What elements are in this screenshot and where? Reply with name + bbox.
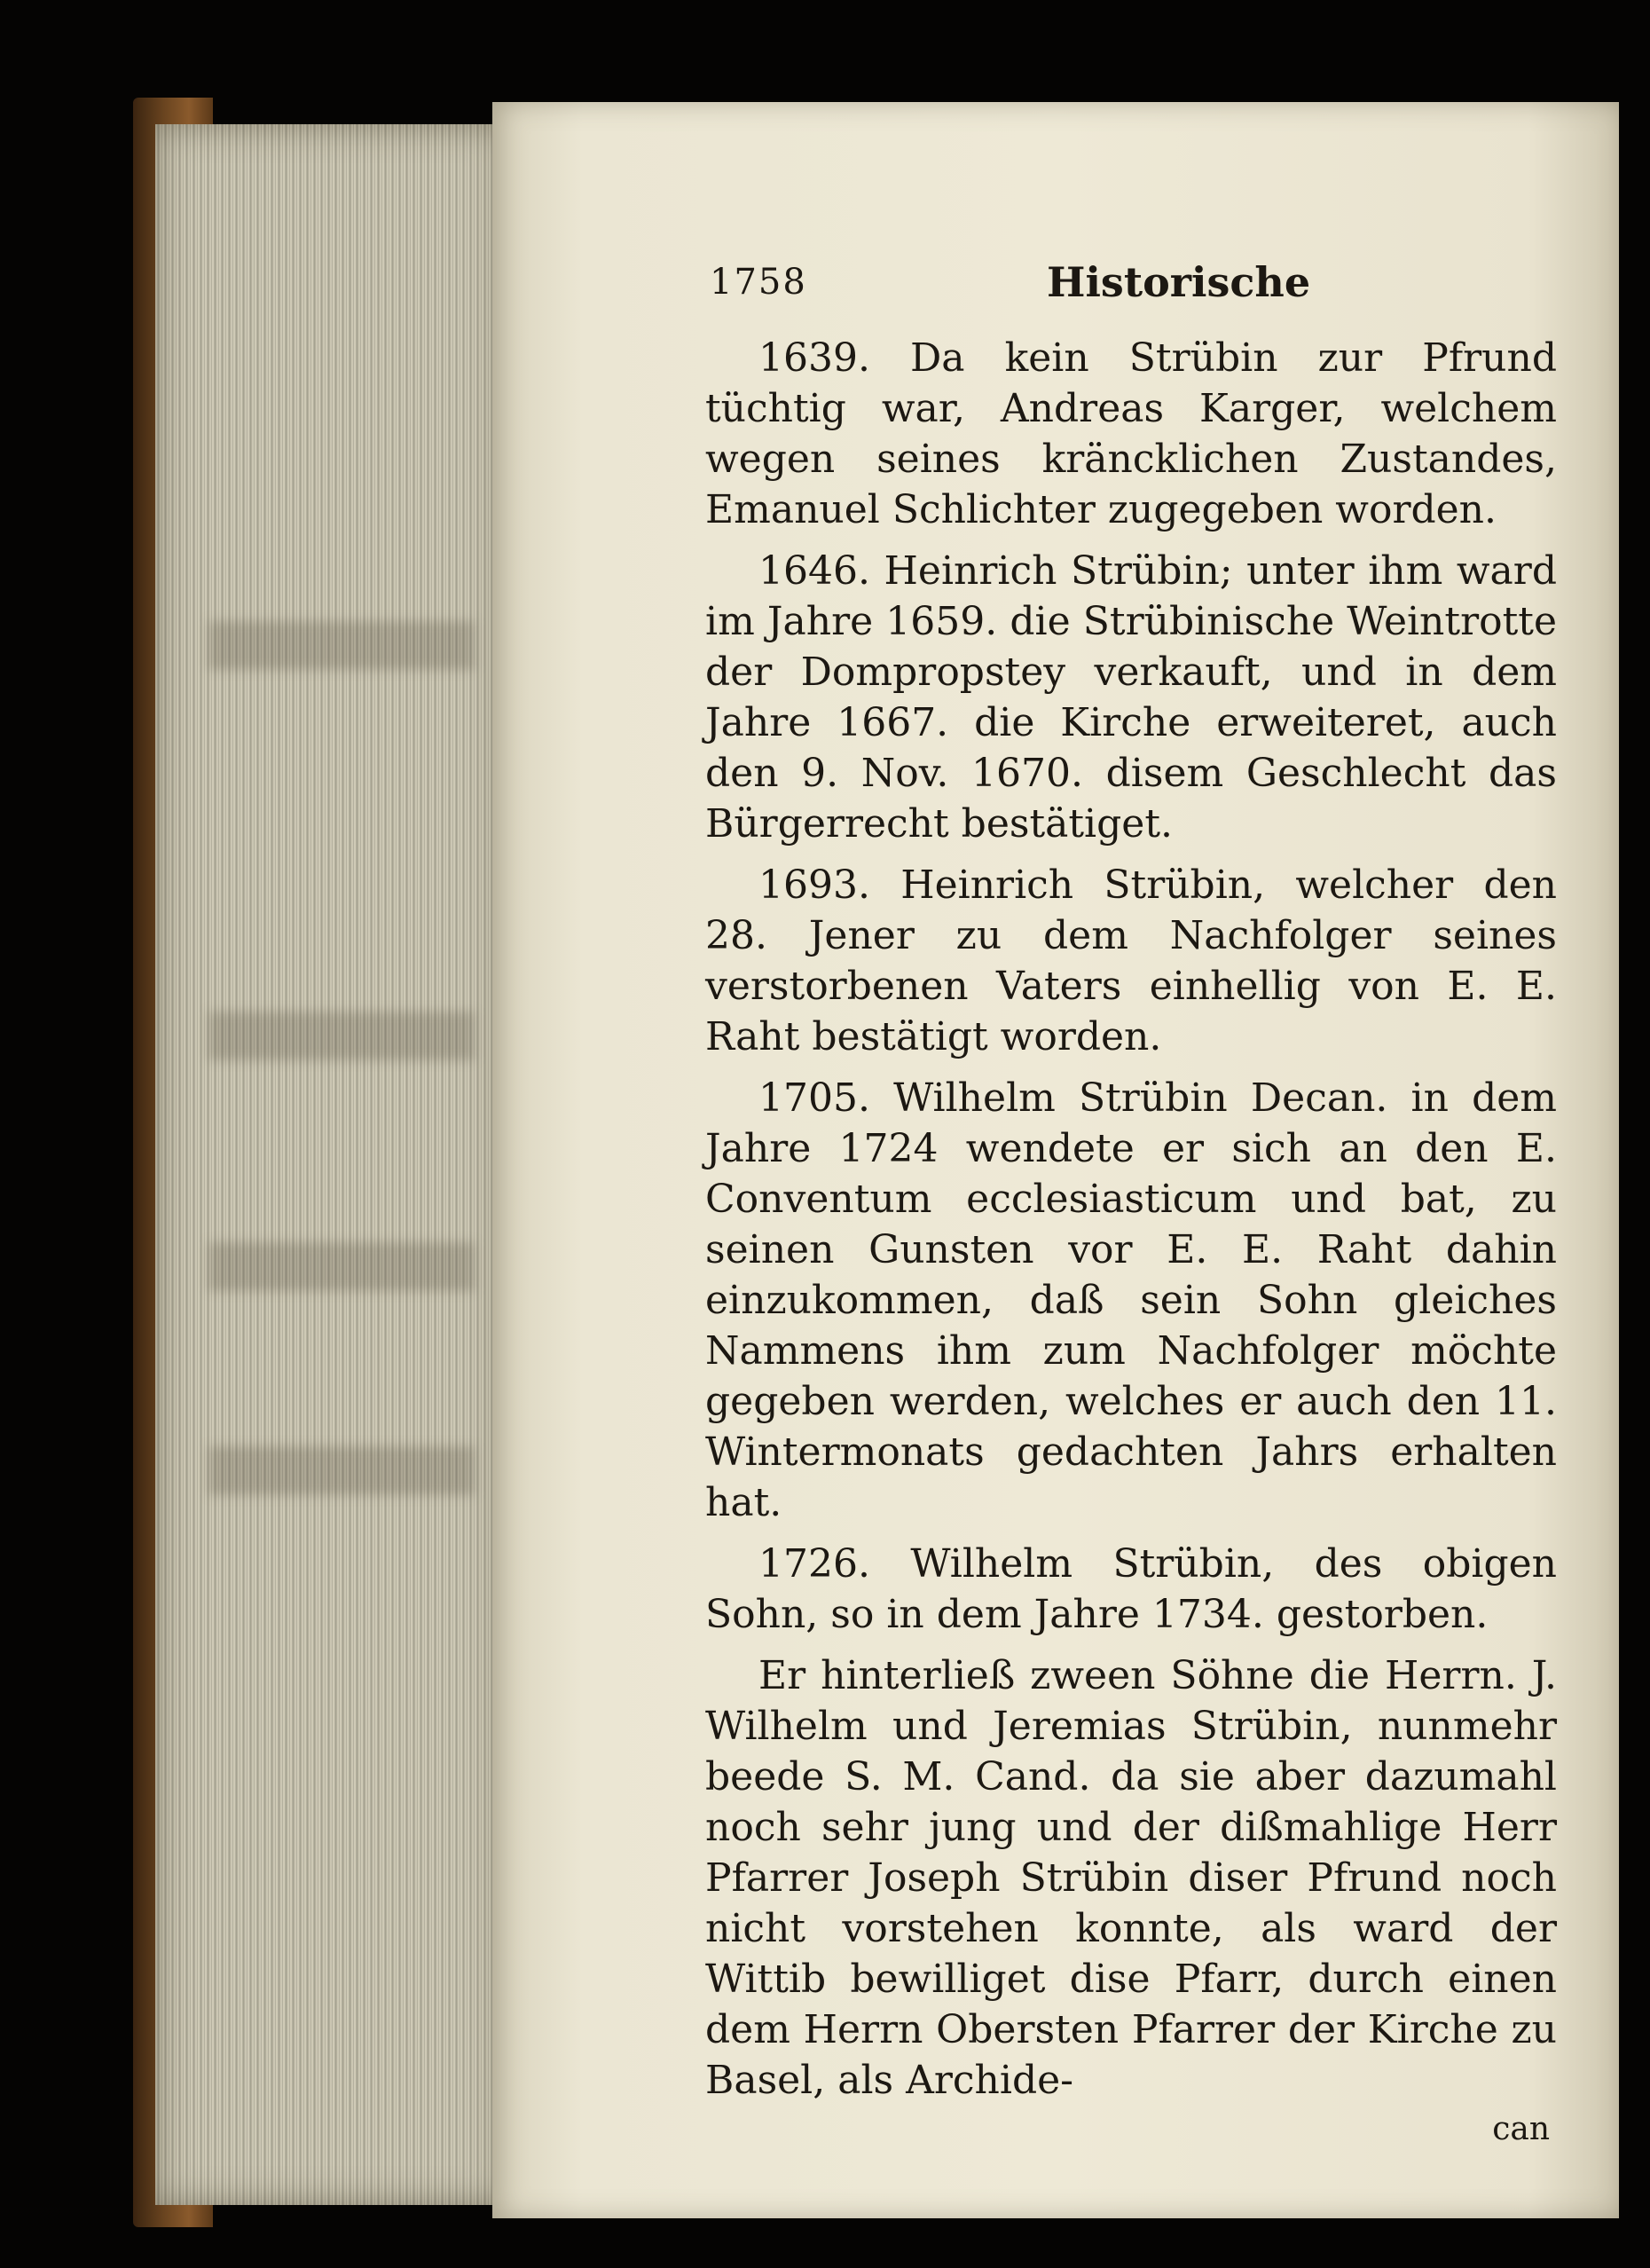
page-edges <box>155 124 508 2205</box>
paragraph-1705: 1705. Wilhelm Strübin Decan. in dem Jahre 1724 wendete er sich an den E. Conventum ecclesiasticum und bat, zu seinen Gunsten vor E. E. Raht dahin einzukommen, daß sein Sohn gleiches Nammens ihm zum Nachfolger möchte gegeben werden, welches er auch den 11. Wintermonats gedachten Jahrs erhalten hat. <box>705 1075 1557 1525</box>
running-title: Historische <box>1047 258 1311 306</box>
paragraph-1639: 1639. Da kein Strübin zur Pfrund tüchtig war, Andreas Karger, welchem wegen seines kräncklichen Zustandes, Emanuel Schlichter zugegeben worden. <box>705 335 1557 532</box>
paragraph-1726: 1726. Wilhelm Strübin, des obigen Sohn, so in dem Jahre 1734. gestorben. <box>705 1541 1557 1637</box>
edge-stain <box>208 1012 475 1060</box>
book-page <box>492 102 1619 2218</box>
edge-stain <box>208 1242 475 1291</box>
page-content <box>705 253 1557 2147</box>
paragraph-sons: Er hinterließ zween Söhne die Herrn. J. Wilhelm und Jeremias Strübin, nunmehr beede S. M. Cand. da sie aber dazumahl noch sehr jung und der dißmahlige Herr Pfarrer Joseph Strübin diser Pfrund noch nicht vorstehen konnte, als ward der Wittib bewilliget dise Pfarr, durch einen dem Herrn Obersten Pfarrer der Kirche zu Basel, als Archide- <box>705 1653 1557 2103</box>
edge-stain <box>208 621 475 670</box>
page-number: 1758 <box>710 262 807 303</box>
catchword: can <box>1492 2111 1550 2147</box>
paragraph-1646: 1646. Heinrich Strübin; unter ihm ward im Jahre 1659. die Strübinische Weintrotte der Dompropstey verkauft, und in dem Jahre 1667. die Kirche erweiteret, auch den 9. Nov. 1670. disem Geschlecht das Bürgerrecht bestätiget. <box>705 548 1557 847</box>
paragraph-1693: 1693. Heinrich Strübin, welcher den 28. Jener zu dem Nachfolger seines verstorbenen Vaters einhellig von E. E. Raht bestätigt worden. <box>705 862 1557 1059</box>
page-header <box>705 253 1557 333</box>
edge-stain <box>208 1446 475 1495</box>
